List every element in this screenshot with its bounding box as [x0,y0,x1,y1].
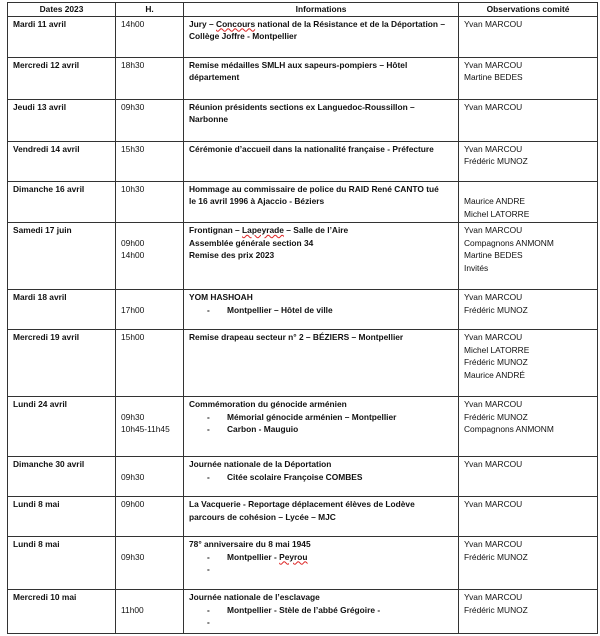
info-subitem [189,423,454,436]
info-cell [184,99,459,141]
hour-line: 09h30 [121,411,145,422]
hour-line [121,224,178,237]
observer-name: Frédéric MUNOZ [464,604,528,615]
observer-name: Yvan MARCOU [464,292,523,302]
info-line: Remise médailles SMLH aux sapeurs-pompiers – Hôtel [189,59,408,70]
observations-cell [459,397,598,457]
bullet-dash: - [207,551,210,562]
subitem-text: Carbon - Mauguio [227,424,299,434]
subitem-text: Citée scolaire Françoise COMBES [227,471,363,482]
info-line: Jury – Concours national de la Résistance et de la Déportation – [189,18,445,29]
info-line: 78° anniversaire du 8 mai 1945 [189,539,311,549]
table-row [8,497,598,537]
date-cell: Vendredi 14 avril [8,141,116,181]
info-line: Collège Joffre - Montpellier [189,31,297,41]
observer-name: Yvan MARCOU [464,499,523,509]
info-line: Journée nationale de la Déportation [189,459,332,469]
info-subitem [189,616,454,629]
table-row [8,537,598,590]
table-row [8,99,598,141]
hour-line [121,591,178,604]
info-cell [184,330,459,397]
observations-cell [459,16,598,57]
bullet-dash: - [207,411,210,422]
date-cell: Lundi 24 avril [8,397,116,457]
info-line: Remise drapeau secteur n° 2 – BÉZIERS – Montpellier [189,332,404,342]
observations-cell [459,141,598,181]
hour-cell [116,16,184,57]
hour-line: 11h00 [121,604,144,615]
table-row [8,223,598,290]
info-line: département [189,72,240,82]
info-cell [184,16,459,57]
hour-cell [116,497,184,537]
hour-line [121,398,178,411]
subitem-text: Montpellier - Stèle de l’abbé Grégoire - [227,604,381,615]
spellcheck-word: Concours [216,18,256,29]
table-row [8,16,598,57]
hour-line: 09h00 [121,499,145,509]
hour-cell [116,181,184,223]
info-line: Cérémonie d’accueil dans la nationalité française - Préfecture [189,143,434,154]
date-cell: Mercredi 12 avril [8,57,116,99]
observer-name: Maurice ANDRE [464,196,525,206]
header-observations: Observations comité [459,3,598,17]
spellcheck-word: Peyrou [279,551,308,562]
observer-name: Compagnons ANMONM [464,424,554,434]
info-cell [184,590,459,634]
date-cell: Jeudi 13 avril [8,99,116,141]
hour-line: 10h30 [121,183,145,194]
observations-cell [459,181,598,223]
hour-line: 09h00 [121,237,145,248]
info-subitem [189,551,454,564]
info-line: le 16 avril 1996 à Ajaccio - Béziers [189,196,325,206]
hour-line [121,538,178,551]
date-cell: Samedi 17 juin [8,223,116,290]
info-line: Hommage au commissaire de police du RAID René CANTO tué [189,183,439,194]
observations-cell [459,290,598,330]
info-line: Journée nationale de l’esclavage [189,592,320,602]
schedule-table [7,2,598,634]
info-cell [184,397,459,457]
table-row [8,397,598,457]
observations-cell [459,497,598,537]
table-row [8,330,598,397]
hour-cell [116,590,184,634]
hour-line: 10h45-11h45 [121,424,170,434]
date-cell: Mercredi 19 avril [8,330,116,397]
bullet-dash: - [207,424,210,434]
observer-name: Martine BEDES [464,72,523,82]
observations-cell [459,223,598,290]
info-subitem [189,304,454,317]
info-cell [184,457,459,497]
hour-cell [116,141,184,181]
info-line: Remise des prix 2023 [189,250,275,260]
info-cell [184,223,459,290]
observer-name [464,183,592,196]
hour-line: 18h30 [121,59,145,70]
observations-cell [459,99,598,141]
info-subitem [189,411,454,424]
observer-name: Invités [464,262,489,273]
table-row [8,57,598,99]
hour-line: 15h00 [121,332,145,342]
observer-name: Martine BEDES [464,250,523,260]
date-cell: Lundi 8 mai [8,537,116,590]
info-line: Assemblée générale section 34 [189,237,314,248]
observations-cell [459,57,598,99]
observer-name: Frédéric MUNOZ [464,551,528,562]
hour-line: 09h30 [121,101,145,112]
date-cell: Dimanche 16 avril [8,181,116,223]
hour-line: 09h30 [121,551,145,562]
hour-line: 14h00 [121,18,145,29]
header-hour: H. [116,3,184,17]
hour-cell [116,290,184,330]
info-cell [184,141,459,181]
hour-line: 15h30 [121,143,145,154]
hour-cell [116,537,184,590]
info-subitem [189,604,454,617]
observations-cell [459,537,598,590]
hour-cell [116,57,184,99]
info-line: La Vacquerie - Reportage déplacement élèves de Lodève [189,499,415,509]
hour-cell [116,397,184,457]
info-line: Frontignan – Lapeyrade – Salle de l’Aire [189,225,349,235]
hour-line: 09h30 [121,471,145,482]
date-cell: Mardi 11 avril [8,16,116,57]
spellcheck-word: Lapeyrade [242,225,284,235]
observer-name: Frédéric MUNOZ [464,156,528,166]
observer-name: Michel LATORRE [464,344,530,355]
observer-name: Yvan MARCOU [464,59,523,70]
observer-name: Yvan MARCOU [464,18,523,29]
info-line: YOM HASHOAH [189,292,253,302]
info-cell [184,290,459,330]
observer-name: Yvan MARCOU [464,399,523,409]
hour-line [121,291,178,304]
subitem-text: Montpellier – Hôtel de ville [227,304,333,315]
subitem-text: Mémorial génocide arménien – Montpellier [227,411,397,422]
table-row [8,141,598,181]
observer-name: Yvan MARCOU [464,592,523,602]
table-row [8,290,598,330]
bullet-dash: - [207,564,210,574]
info-cell [184,57,459,99]
observer-name: Yvan MARCOU [464,332,523,342]
hour-cell [116,330,184,397]
observer-name: Yvan MARCOU [464,143,523,154]
table-row [8,181,598,223]
hour-cell [116,223,184,290]
date-cell: Mardi 18 avril [8,290,116,330]
info-line: Narbonne [189,114,229,124]
observer-name: Yvan MARCOU [464,225,523,235]
hour-line [121,458,178,471]
info-cell [184,181,459,223]
subitem-text: Montpellier - Peyrou [227,551,308,562]
table-row [8,457,598,497]
observer-name: Michel LATORRE [464,208,530,219]
observer-name: Frédéric MUNOZ [464,304,528,315]
hour-cell [116,457,184,497]
date-cell: Dimanche 30 avril [8,457,116,497]
bullet-dash: - [207,617,210,627]
info-cell [184,537,459,590]
header-row [8,3,598,17]
bullet-dash: - [207,604,210,615]
info-line: parcours de cohésion – Lycée – MJC [189,511,336,522]
info-cell [184,497,459,537]
hour-cell [116,99,184,141]
date-cell: Lundi 8 mai [8,497,116,537]
observer-name: Frédéric MUNOZ [464,411,528,422]
table-row [8,590,598,634]
observer-name: Maurice ANDRÉ [464,369,525,380]
info-subitem [189,471,454,484]
observations-cell [459,590,598,634]
observer-name: Frédéric MUNOZ [464,357,528,367]
observer-name: Yvan MARCOU [464,101,523,112]
observations-cell [459,330,598,397]
header-informations: Informations [184,3,459,17]
observer-name: Compagnons ANMONM [464,237,554,248]
header-dates: Dates 2023 [8,3,116,17]
observations-cell [459,457,598,497]
observer-name: Yvan MARCOU [464,539,523,549]
bullet-dash: - [207,304,210,315]
date-cell: Mercredi 10 mai [8,590,116,634]
info-subitem [189,563,454,576]
hour-line: 14h00 [121,250,145,260]
bullet-dash: - [207,471,210,482]
info-line: Commémoration du génocide arménien [189,399,347,409]
info-line: Réunion présidents sections ex Languedoc-Roussillon – [189,101,415,112]
observer-name: Yvan MARCOU [464,459,523,469]
hour-line: 17h00 [121,304,145,315]
